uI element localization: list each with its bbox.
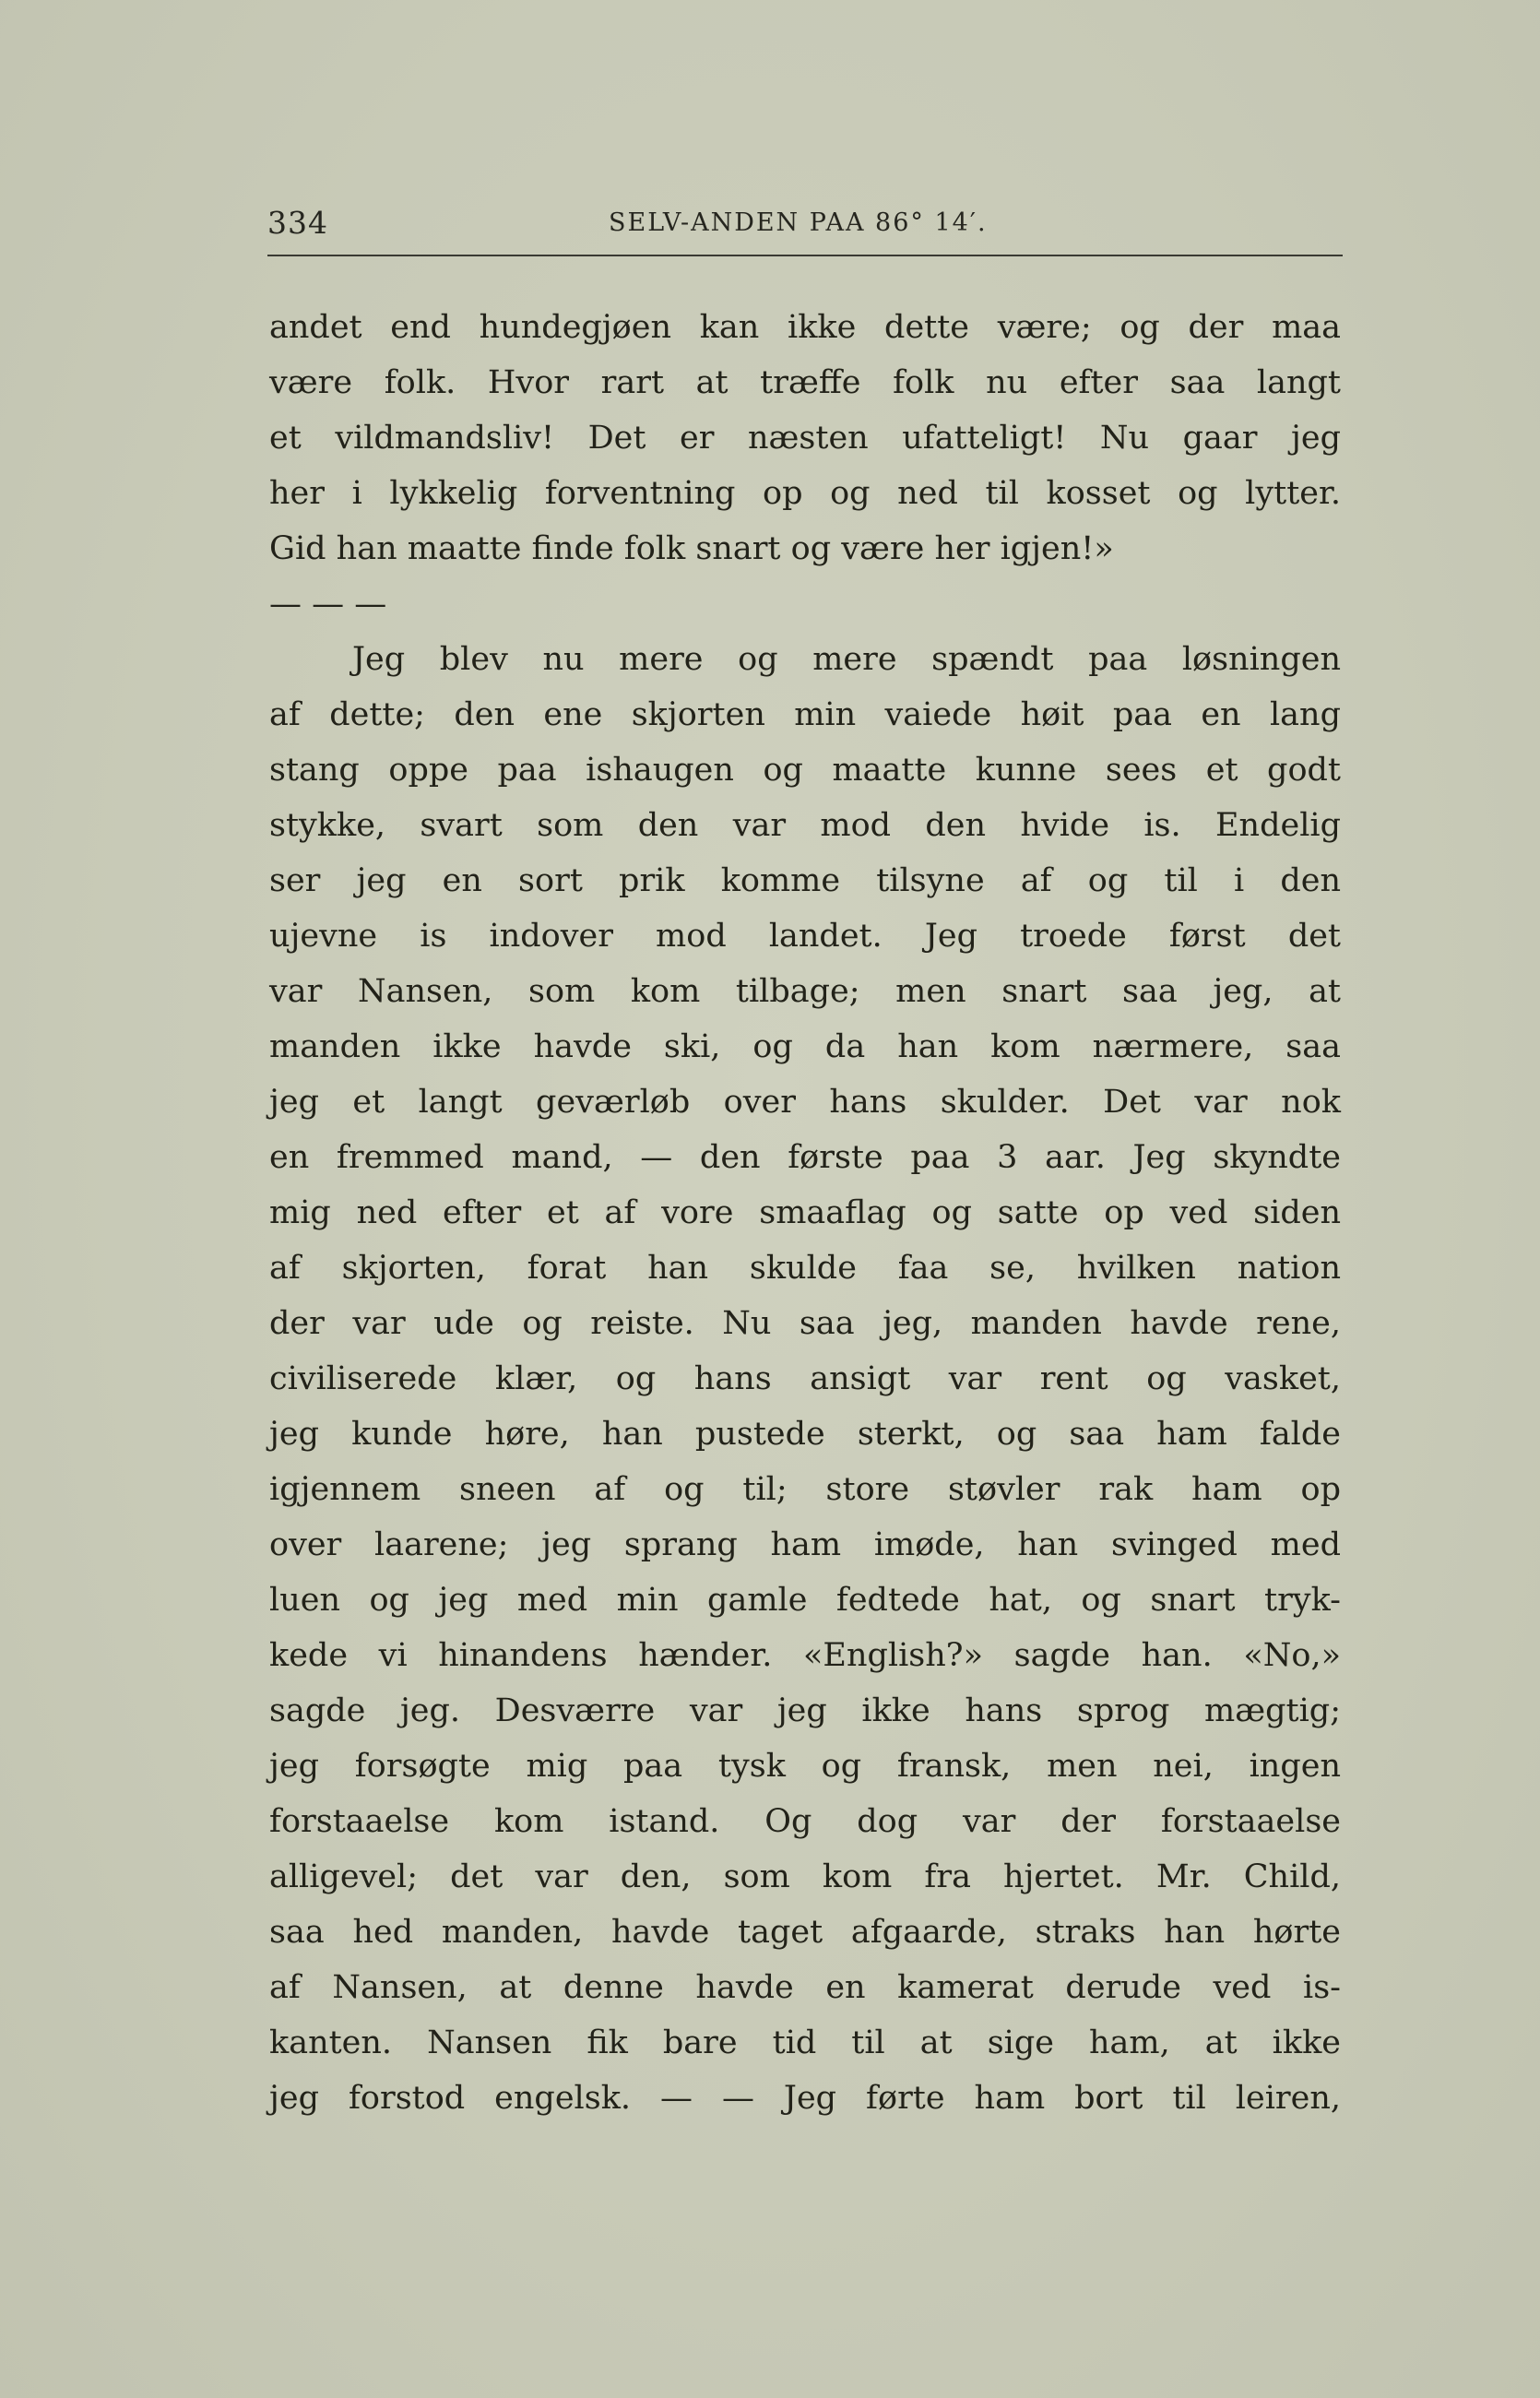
text-line: over laarene; jeg sprang ham imøde, han svinged med: [269, 1526, 1341, 1563]
section-break: — — —: [269, 586, 387, 623]
text-line: jeg forstod engelsk. — — Jeg førte ham bort til leiren,: [269, 2080, 1341, 2117]
text-line: kanten. Nansen fik bare tid til at sige ham, at ikke: [269, 2024, 1341, 2061]
text-line: luen og jeg med min gamle fedtede hat, og snart tryk-: [269, 1582, 1341, 1619]
text-line: stykke, svart som den var mod den hvide is. Endelig: [269, 807, 1341, 844]
text-line: saa hed manden, havde taget afgaarde, straks han hørte: [269, 1914, 1341, 1951]
text-line: alligevel; det var den, som kom fra hjertet. Mr. Child,: [269, 1858, 1341, 1895]
text-line: manden ikke havde ski, og da han kom nærmere, saa: [269, 1028, 1341, 1065]
text-line: jeg forsøgte mig paa tysk og fransk, men nei, ingen: [269, 1748, 1341, 1785]
text-line: af dette; den ene skjorten min vaiede høit paa en lang: [269, 696, 1341, 733]
text-line: andet end hundegjøen kan ikke dette være; og der maa: [269, 309, 1341, 346]
text-line: sagde jeg. Desværre var jeg ikke hans sprog mægtig;: [269, 1692, 1341, 1729]
text-line: mig ned efter et af vore smaaflag og satte op ved siden: [269, 1194, 1341, 1231]
text-line: en fremmed mand, — den første paa 3 aar. Jeg skyndte: [269, 1139, 1341, 1176]
text-line: ser jeg en sort prik komme tilsyne af og til i den: [269, 862, 1341, 899]
text-line: igjennem sneen af og til; store støvler rak ham op: [269, 1471, 1341, 1508]
text-line: var Nansen, som kom tilbage; men snart saa jeg, at: [269, 973, 1341, 1010]
text-line: Gid han maatte finde folk snart og være her igjen!»: [269, 530, 1114, 567]
text-line: der var ude og reiste. Nu saa jeg, manden havde rene,: [269, 1305, 1341, 1342]
text-line: af skjorten, forat han skulde faa se, hvilken nation: [269, 1250, 1341, 1287]
text-line: være folk. Hvor rart at træffe folk nu efter saa langt: [269, 364, 1341, 401]
text-line: jeg et langt geværløb over hans skulder. Det var nok: [269, 1084, 1341, 1121]
text-line: jeg kunde høre, han pustede sterkt, og saa ham falde: [269, 1416, 1341, 1453]
running-head: SELV-ANDEN PAA 86° 14′.: [609, 208, 988, 237]
header-rule: [267, 255, 1343, 256]
text-line: Jeg blev nu mere og mere spændt paa løsningen: [352, 641, 1341, 678]
text-line: ujevne is indover mod landet. Jeg troede først det: [269, 918, 1341, 955]
body-text: [269, 300, 1341, 2126]
page-header: [267, 205, 1343, 256]
text-line: civiliserede klær, og hans ansigt var rent og vasket,: [269, 1360, 1341, 1397]
text-line: af Nansen, at denne havde en kamerat derude ved is-: [269, 1969, 1341, 2006]
text-line: stang oppe paa ishaugen og maatte kunne sees et godt: [269, 752, 1341, 789]
text-line: et vildmandsliv! Det er næsten ufatteligt! Nu gaar jeg: [269, 420, 1341, 457]
page-number: 334: [267, 205, 328, 241]
text-line: forstaaelse kom istand. Og dog var der forstaaelse: [269, 1803, 1341, 1840]
text-line: her i lykkelig forventning op og ned til kosset og lytter.: [269, 475, 1341, 512]
text-line: kede vi hinandens hænder. «English?» sagde han. «No,»: [269, 1637, 1341, 1674]
